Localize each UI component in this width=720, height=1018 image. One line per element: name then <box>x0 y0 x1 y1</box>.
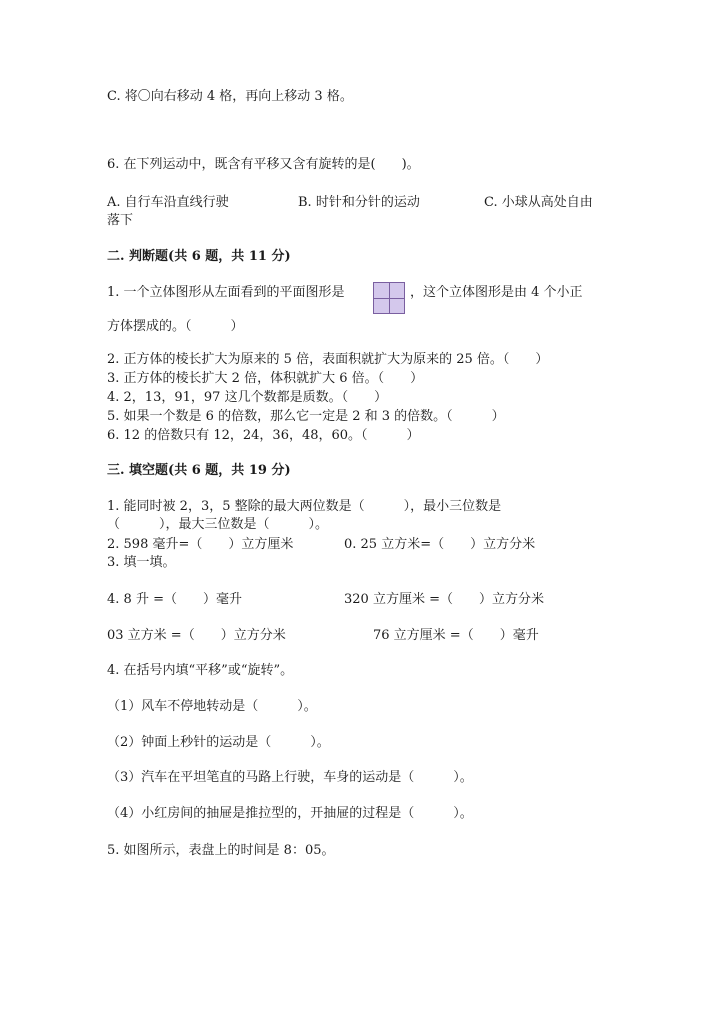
fill-q4-4: （4）小红房间的抽屉是推拉型的，开抽屉的过程是（ ）。 <box>107 806 473 821</box>
section-3-heading: 三. 填空题(共 6 题，共 19 分) <box>107 463 291 478</box>
judge-q2: 2. 正方体的棱长扩大为原来的 5 倍，表面积就扩大为原来的 25 倍。（ ） <box>107 352 549 367</box>
fill-q3-d: 76 立方厘米 =（ ）毫升 <box>373 628 539 643</box>
judge-q1-part2: ，这个立体图形是由 4 个小正 <box>410 285 583 300</box>
question-6-option-a: A. 自行车沿直线行驶 <box>107 195 229 210</box>
judge-q1-part1: 1. 一个立体图形从左面看到的平面图形是 <box>107 285 345 300</box>
judge-q4: 4. 2，13，91，97 这几个数都是质数。（ ） <box>107 390 388 405</box>
fill-q3-a: 4. 8 升 =（ ）毫升 <box>107 592 242 607</box>
fill-q3-c: 03 立方米 =（ ）立方分米 <box>107 628 286 643</box>
fill-q3-b: 320 立方厘米 =（ ）立方分米 <box>344 592 544 607</box>
judge-q5: 5. 如果一个数是 6 的倍数，那么它一定是 2 和 3 的倍数。（ ） <box>107 409 505 424</box>
question-6-option-b: B. 时针和分针的运动 <box>298 195 420 210</box>
judge-q1-part3: 方体摆成的。（ ） <box>107 319 244 334</box>
question-6-stem: 6. 在下列运动中，既含有平移又含有旋转的是( )。 <box>107 157 420 172</box>
question-6-option-c-cont: 落下 <box>107 213 134 228</box>
fill-q3: 3. 填一填。 <box>107 555 176 570</box>
fill-q1-line2: （ ），最大三位数是（ ）。 <box>107 517 329 532</box>
option-c-move: C. 将〇向右移动 4 格，再向上移动 3 格。 <box>107 89 353 104</box>
fill-q2-left: 2. 598 毫升=（ ）立方厘米 <box>107 537 294 552</box>
fill-q4-1: （1）风车不停地转动是（ ）。 <box>107 699 317 714</box>
judge-q3: 3. 正方体的棱长扩大 2 倍，体积就扩大 6 倍。（ ） <box>107 371 424 386</box>
question-6-option-c: C. 小球从高处自由 <box>484 195 593 210</box>
fill-q4-3: （3）汽车在平坦笔直的马路上行驶，车身的运动是（ ）。 <box>107 770 473 785</box>
fill-q2-right: 0. 25 立方米=（ ）立方分米 <box>344 537 536 552</box>
fill-q1-line1: 1. 能同时被 2，3，5 整除的最大两位数是（ ），最小三位数是 <box>107 499 502 514</box>
fill-q4-2: （2）钟面上秒针的运动是（ ）。 <box>107 735 330 750</box>
judge-q6: 6. 12 的倍数只有 12，24，36，48，60。（ ） <box>107 428 420 443</box>
square-grid-figure <box>373 282 405 314</box>
fill-q4: 4. 在括号内填“平移”或“旋转”。 <box>107 663 294 678</box>
fill-q5: 5. 如图所示，表盘上的时间是 8：05。 <box>107 843 335 858</box>
section-2-heading: 二. 判断题(共 6 题，共 11 分) <box>107 249 291 264</box>
